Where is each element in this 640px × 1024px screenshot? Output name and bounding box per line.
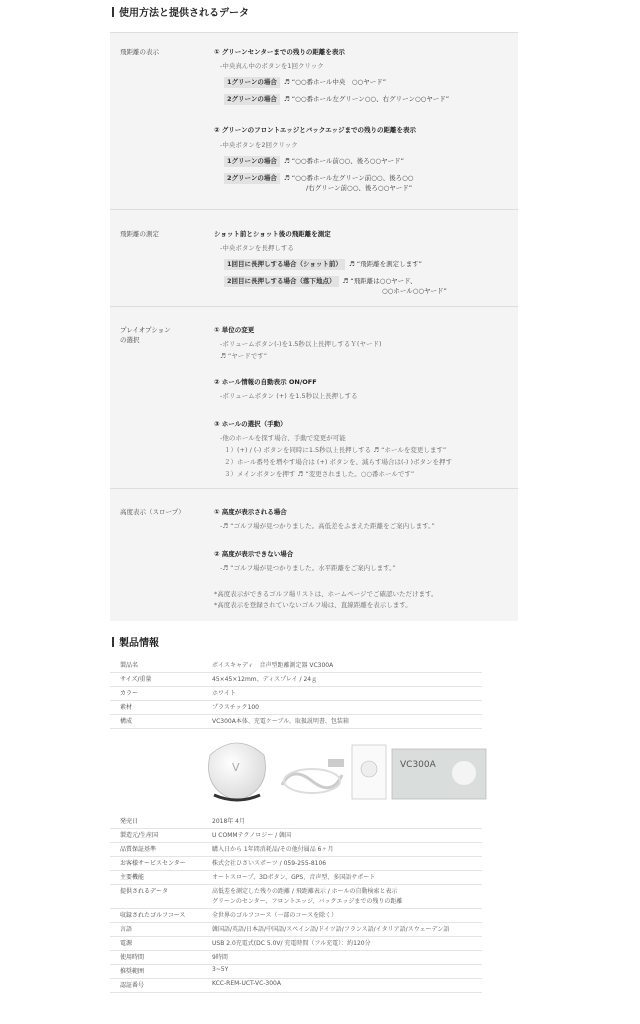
heading: ② グリーンのフロントエッジとバックエッジまでの残りの距離を表示 [214, 126, 416, 134]
spec-value: 購入日から 1年間消耗品/その他付属品 6ヶ月 [212, 846, 334, 853]
chip-row [224, 259, 422, 270]
divider [110, 488, 518, 489]
category-distance-display: 飛距離の表示 [120, 48, 159, 56]
spec-row [110, 872, 482, 885]
chip-label: 2回目に長押しする場合（落下地点） [224, 276, 339, 287]
heading: ショット前とショット後の飛距離を測定 [214, 230, 331, 238]
category-play-option: プレイオプション の選択 [120, 326, 171, 344]
spec-value: 全世界のゴルフコース（一部のコースを除く） [212, 912, 338, 919]
spec-row [110, 688, 482, 701]
spec-value: プラスチック100 [212, 704, 259, 711]
spec-value: VC300A本体、充電ケーブル、取扱説明書、包装箱 [212, 718, 349, 725]
spec-key: 認証番号 [120, 982, 145, 989]
spec-row [110, 966, 482, 979]
spec-value: ボイスキャディ 音声型距離測定器 VC300A [212, 662, 334, 669]
note: *高度表示ができるゴルフ場リストは、ホームページでご確認いただけます。 [214, 590, 438, 598]
spec-row [110, 858, 482, 871]
chip-text: ♬ “○○番ホール前○○、後ろ○○ヤード” [283, 157, 404, 165]
instruction: -ボリュームボタン(-)を1.5秒以上長押しするＹ(ヤード) [220, 340, 382, 348]
product-section-title: 製品情報 [112, 634, 159, 649]
chip-row [224, 94, 449, 105]
heading: ② ホール情報の自動表示 ON/OFF [214, 378, 317, 386]
spec-row [110, 816, 482, 829]
instruction: -中央ボタンを2回クリック [220, 141, 298, 149]
list-item: ２）ホール番号を増やす場合は (+) ボタンを、減らす場合は(-) )ボタンを押す [224, 458, 453, 466]
spec-key: 構成 [120, 718, 133, 725]
spec-key: 使用時間 [120, 954, 145, 961]
spec-key: 素材 [120, 704, 133, 711]
chip-row [224, 156, 404, 167]
heading: ③ ホールの選択（手動） [214, 420, 287, 428]
chip-label: 2グリーンの場合 [224, 173, 280, 184]
spec-key: 品質保証基準 [120, 846, 157, 853]
heading: ① 単位の変更 [214, 326, 255, 334]
chip-text: ♬ “飛距離は○○ヤード、 [342, 277, 417, 285]
spec-key: 提供されるデータ [120, 888, 169, 895]
chip-text: ♬ “○○番ホール左グリーン○○、右グリーン○○ヤード” [283, 95, 450, 103]
instruction: -中央ボタンを長押しする [220, 244, 294, 252]
spec-row [110, 924, 482, 937]
spec-row [110, 938, 482, 951]
chip-label: 1グリーンの場合 [224, 77, 280, 88]
spec-value: 9時間 [212, 954, 228, 961]
heading: ① グリーンセンターまでの残りの距離を表示 [214, 48, 345, 56]
spec-key: 主要機能 [120, 874, 145, 881]
spec-row [110, 702, 482, 715]
spec-value: 3~5Y [212, 966, 229, 973]
chip-text-cont: ○○ホール○○ヤード” [382, 287, 447, 295]
spec-value-cont: グリーンのセンター、フロントエッジ、バックエッジまでの残りの距離 [212, 898, 403, 905]
spec-key: 発売日 [120, 818, 139, 825]
instruction: -♬ “ゴルフ場が見つかりました。水平距離をご案内します。” [220, 564, 396, 572]
usage-panel [110, 32, 518, 621]
spec-value: USB 2.0充電式(DC 5.0V/ 充電時間（フル充電）：約120分 [212, 940, 371, 947]
spec-row [110, 660, 482, 673]
spec-row [110, 980, 482, 993]
spec-value: KCC-REM-UCT-VC-300A [212, 980, 281, 987]
category-slope: 高度表示（スロープ） [120, 508, 185, 516]
spec-value: オートスロープ、3Dボタン、GPS、音声型、多国語サポート [212, 874, 376, 881]
spec-key: カラー [120, 690, 139, 697]
list-item: １）(+) / (-) ボタンを同時に1.5秒以上長押しする ♬ “ホールを変更します” [224, 446, 447, 454]
chip-text: ♬ “飛距離を測定します” [348, 260, 423, 268]
instruction: ♬ “ヤードです” [220, 352, 268, 360]
heading: ② 高度が表示できない場合 [214, 550, 294, 558]
instruction: -ボリュームボタン (+) を1.5秒以上長押しする [220, 392, 358, 400]
chip-text-cont: /右グリーン前○○、後ろ○○ヤード” [306, 184, 413, 192]
product-image [202, 735, 492, 807]
chip-label: 1回目に長押しする場合（ショット前） [224, 259, 345, 270]
spec-value: 高低差を測定した残りの距離 / 飛距離表示 / ホールの自動検索と表示 [212, 888, 398, 895]
spec-value: ホワイト [212, 690, 236, 697]
svg-text:V: V [232, 761, 240, 774]
spec-key: 推奨範囲 [120, 968, 145, 975]
note: *高度表示を登録されていないゴルフ場は、直線距離を表示します。 [214, 601, 412, 609]
chip-label: 2グリーンの場合 [224, 94, 280, 105]
instruction: -♬ “ゴルフ場が見つかりました。高低差をふまえた距離をご案内します。” [220, 522, 435, 530]
spec-row [110, 910, 482, 923]
spec-value: 韓国語/英語/日本語/中国語/スペイン語/ドイツ語/フランス語/イタリア語/スウェーデン語 [212, 926, 450, 933]
spec-key: サイズ/重量 [120, 676, 152, 683]
product-spec-table [110, 656, 482, 996]
category-distance-measure: 飛距離の測定 [120, 230, 159, 238]
spec-row [110, 674, 482, 687]
spec-key: お客様サービスセンター [120, 860, 186, 867]
chip-label: 1グリーンの場合 [224, 156, 280, 167]
spec-value: 2018年 4月 [212, 818, 245, 825]
usage-section-title: 使用方法と提供されるデータ [112, 4, 249, 19]
chip-text: ♬ “○○番ホール左グリーン前○○、後ろ○○ [283, 174, 414, 182]
heading: ① 高度が表示される場合 [214, 508, 287, 516]
spec-key: 言語 [120, 926, 133, 933]
spec-value: 株式会社ひさいスポーツ / 059-255-8106 [212, 860, 327, 867]
list-item: ３）メインボタンを押す ♬ “変更されました。○○番ホールです” [224, 470, 415, 478]
spec-key: 収録されたゴルフコース [120, 912, 186, 919]
spec-row [110, 830, 482, 843]
box-label: VC300A [400, 760, 436, 770]
spec-value: U COMMテクノロジー / 韓国 [212, 832, 292, 839]
divider [110, 209, 518, 210]
chip-row [224, 77, 386, 88]
spec-key: 製造元/生産国 [120, 832, 159, 839]
chip-text: ♬ “○○番ホール中央 ○○ヤード” [283, 78, 387, 86]
spec-row [110, 716, 482, 729]
divider [110, 306, 518, 307]
spec-row [110, 886, 482, 909]
spec-key: 電源 [120, 940, 133, 947]
instruction: -他のホールを探す場合、手動で変更が可能 [220, 434, 346, 442]
spec-value: 45×45×12mm、ディスプレイ / 24ｇ [212, 676, 318, 683]
spec-row [110, 844, 482, 857]
spec-row [110, 952, 482, 965]
spec-key: 製品名 [120, 662, 139, 669]
instruction: -中央真ん中のボタンを1回クリック [220, 62, 324, 70]
